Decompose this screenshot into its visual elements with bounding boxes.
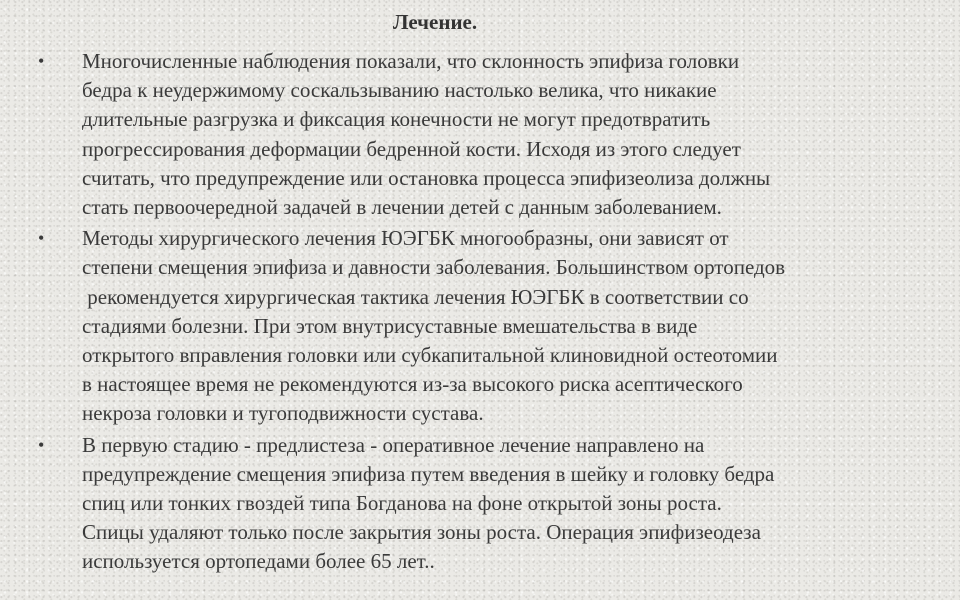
text-line: рекомендуется хирургическая тактика лечения ЮЭГБК в соответствии со: [82, 284, 749, 309]
text-line: В первую стадию - предлистеза - оперативное лечение направлено на: [82, 432, 705, 457]
bullet-item: [36, 431, 926, 577]
text-line: Методы хирургического лечения ЮЭГБК многообразны, они зависят от: [82, 226, 729, 251]
text-line: Спицы удаляют только после закрытия зоны роста. Операция эпифизеодеза: [82, 520, 761, 545]
text-line: степени смещения эпифиза и давности заболевания. Большинством ортопедов: [82, 255, 786, 280]
bullet-icon: •: [38, 228, 45, 249]
text-line: предупреждение смещения эпифиза путем введения в шейку и головку бедра: [82, 461, 775, 486]
bullet-icon: •: [38, 51, 45, 71]
bullet-item: [36, 224, 926, 428]
text-line: прогрессирования деформации бедренной кости. Исходя из этого следует: [82, 136, 741, 161]
text-line: стадиями болезни. При этом внутрисуставные вмешательства в виде: [82, 313, 698, 338]
slide-title: Лечение.: [392, 10, 478, 34]
text-line: стать первоочередной задачей в лечении детей с данным заболеванием.: [82, 195, 722, 220]
text-line: открытого вправления головки или субкапитальной клиновидной остеотомии: [82, 343, 778, 368]
text-line: длительные разгрузка и фиксация конечности не могут предотвратить: [82, 107, 711, 132]
text-line: некроза головки и тугоподвижности сустава.: [82, 401, 484, 426]
bullet-icon: •: [38, 434, 45, 455]
bullet-item: [36, 47, 926, 222]
text-line: в настоящее время не рекомендуются из-за высокого риска асептического: [82, 372, 743, 397]
text-line: Многочисленные наблюдения показали, что склонность эпифиза головки: [82, 49, 740, 73]
text-line: бедра к неудержимому соскальзыванию настолько велика, что никакие: [82, 78, 717, 103]
text-line: используется ортопедами более 65 лет..: [82, 549, 435, 574]
text-line: считать, что предупреждение или остановка процесса эпифизеолиза должны: [82, 165, 771, 190]
bullet-list: [36, 47, 926, 579]
text-line: спиц или тонких гвоздей типа Богданова на фоне открытой зоны роста.: [82, 491, 722, 516]
